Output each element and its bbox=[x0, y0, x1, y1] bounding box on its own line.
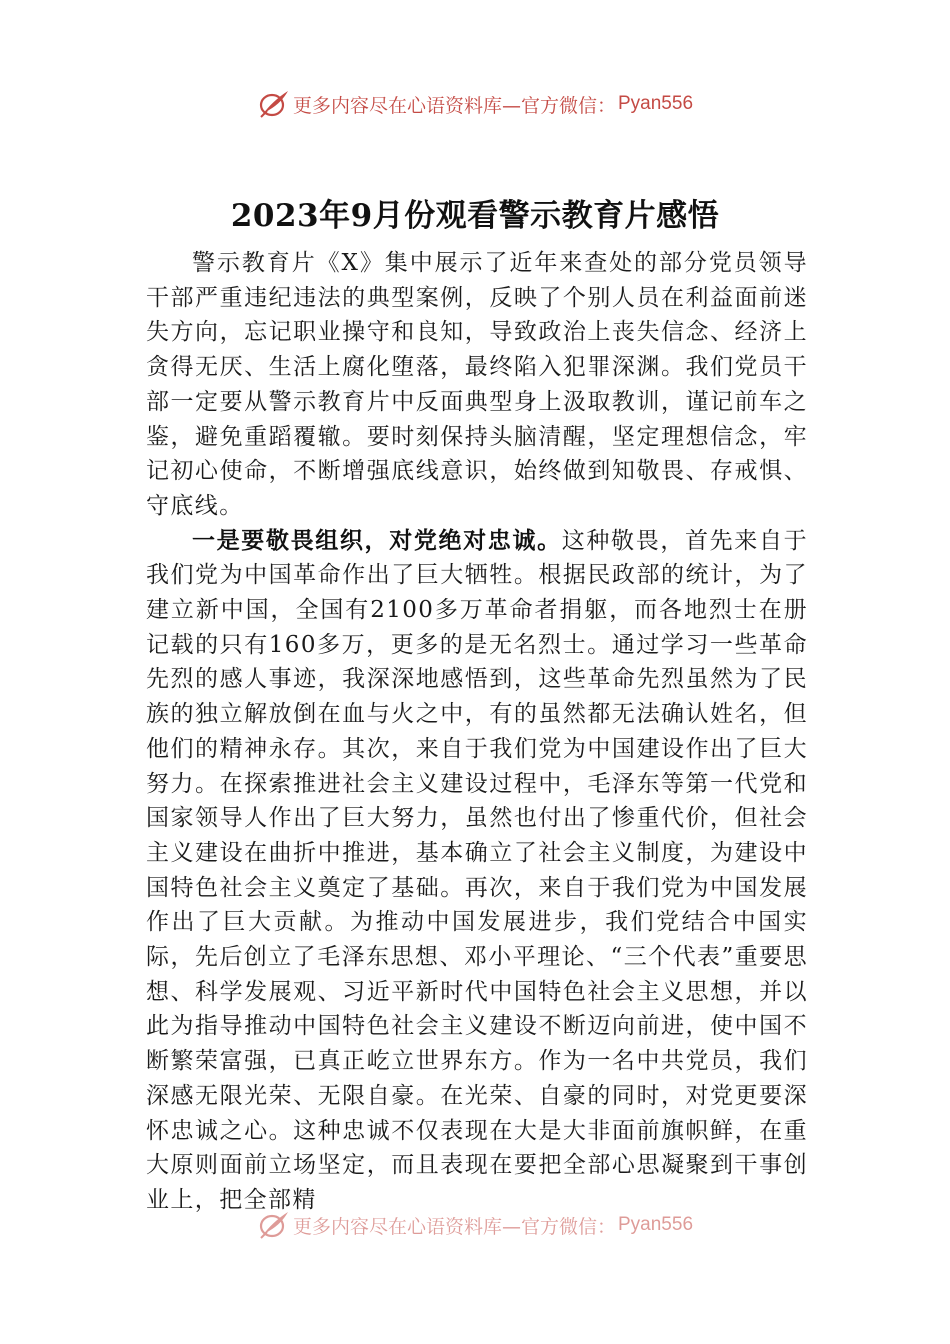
header-watermark bbox=[0, 88, 950, 120]
paragraph-text: 警示教育片《X》集中展示了近年来查处的部分党员领导干部严重违纪违法的典型案例，反映了个别人员在利益面前迷失方向，忘记职业操守和良知，导致政治上丧失信念、经济上贪得无厌、生活上腐化堕落，最终陷入犯罪深渊。我们党员干部一定要从警示教育片中反面典型身上汲取教训，谨记前车之鉴，避免重蹈覆辙。要时刻保持头脑清醒，坚定理想信念，牢记初心使命，不断增强底线意识，始终做到知敬畏、存戒惧、守底线。 bbox=[146, 250, 808, 519]
watermark-id: Pyan556 bbox=[618, 93, 694, 114]
watermark-id: Pyan556 bbox=[618, 1214, 694, 1235]
paragraph bbox=[146, 246, 808, 524]
paragraph bbox=[146, 524, 808, 1218]
watermark-text: 更多内容尽在心语资料库—官方微信： bbox=[292, 94, 616, 117]
paragraph-text: 这种敬畏，首先来自于我们党为中国革命作出了巨大牺牲。根据民政部的统计，为了建立新中国，全国有2100多万革命者捐躯，而各地烈士在册记载的只有160多万，更多的是无名烈士。通过学习一些革命先烈的感人事迹，我深深地感悟到，这些革命先烈虽然为了民族的独立解放倒在血与火之中，有的虽然都无法确认姓名，但他们的精神永存。其次，来自于我们党为中国建设作出了巨大努力。在探索推进社会主义建设过程中，毛泽东等第一代党和国家领导人作出了巨大努力，虽然也付出了惨重代价，但社会主义建设在曲折中推进，基本确立了社会主义制度，为建设中国特色社会主义奠定了基础。再次，来自于我们党为中国发展作出了巨大贡献。为推动中国发展进步，我们党结合中国实际，先后创立了毛泽东思想、邓小平理论、“三个代表”重要思想、科学发展观、习近平新时代中国特色社会主义思想，并以此为指导推动中国特色社会主义建设不断迈向前进，使中国不断繁荣富强，已真正屹立世界东方。作为一名中共党员，我们深感无限光荣、无限自豪。在光荣、自豪的同时，对党更要深怀忠诚之心。这种忠诚不仅表现在大是大非面前旗帜鲜，在重大原则面前立场坚定，而且表现在要把全部心思凝聚到干事创业上，把全部精 bbox=[146, 527, 808, 1213]
document-body bbox=[146, 246, 808, 1220]
footer-watermark bbox=[0, 1209, 950, 1241]
document-title: 2023年9月份观看警示教育片感悟 bbox=[230, 198, 720, 234]
quill-logo-icon bbox=[257, 88, 291, 120]
paragraph-lead: 一是要敬畏组织，对党绝对忠诚。 bbox=[192, 526, 562, 554]
quill-logo-icon bbox=[257, 1209, 291, 1241]
watermark-text: 更多内容尽在心语资料库—官方微信： bbox=[292, 1215, 616, 1238]
